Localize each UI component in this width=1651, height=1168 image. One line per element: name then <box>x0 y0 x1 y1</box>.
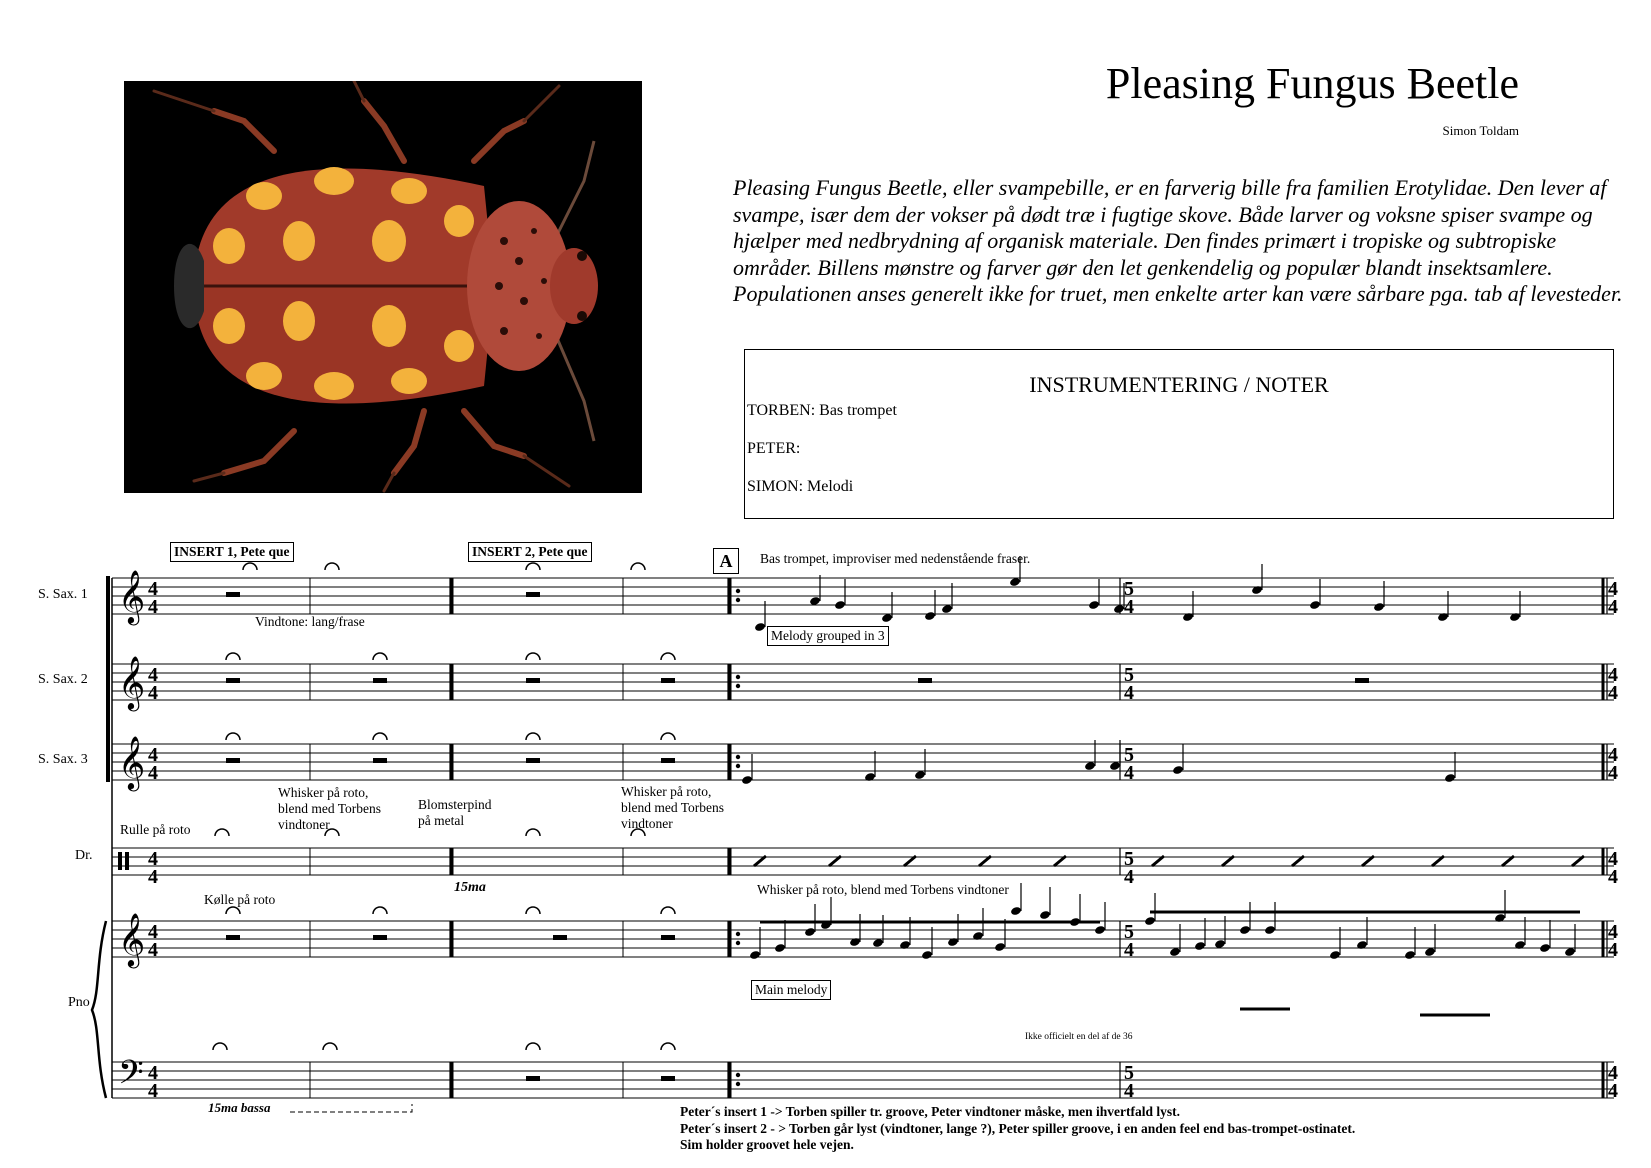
whole-rest <box>226 758 240 763</box>
ottava-15ma-bassa: 15ma bassa <box>208 1100 271 1115</box>
time-signature-4-4: 4 <box>148 848 158 870</box>
time-signature-4-4: 4 <box>148 939 158 961</box>
annotation-ikke-officielt: Ikke officielt en del af de 36 <box>1025 1032 1133 1042</box>
whole-rest <box>373 935 387 940</box>
repeat-dot <box>736 589 740 593</box>
annotation-kolle: Kølle på roto <box>204 892 276 907</box>
barlines <box>92 576 1607 1098</box>
fermata <box>226 733 240 740</box>
annotation-whisker-2: Whisker på roto, blend med Torbens vindtoner <box>621 784 725 831</box>
notehead <box>1182 612 1194 622</box>
annotation-vindtone: Vindtone: lang/frase <box>255 614 365 629</box>
time-signature-5-4: 4 <box>1124 682 1134 704</box>
time-signature-4-4: 4 <box>148 762 158 784</box>
notehead <box>1039 910 1051 920</box>
whole-rest <box>661 935 675 940</box>
repeat-dot <box>736 941 740 945</box>
time-signature-4-4: 4 <box>1608 596 1618 618</box>
rehearsal-mark-a: A <box>713 548 739 574</box>
repeat-dot <box>736 598 740 602</box>
notehead <box>1172 765 1184 775</box>
time-signature-5-4: 4 <box>1124 939 1134 961</box>
repeat-dot <box>736 1082 740 1086</box>
notehead <box>1494 913 1506 923</box>
annotation-rulle: Rulle på roto <box>120 822 191 837</box>
insert-1-box: INSERT 1, Pete que <box>170 542 294 562</box>
whole-rest <box>526 678 540 683</box>
insert-2-box: INSERT 2, Pete que <box>468 542 592 562</box>
fermata <box>661 733 675 740</box>
ottava-bracket <box>290 1104 412 1112</box>
fermata <box>661 1043 675 1050</box>
piece-description: Pleasing Fungus Beetle, eller svampebille, er en farverig bille fra familien Erotylidae. Den lever af svampe, især dem der vokser på dødt træ i fugtige skove. Både larver og voksne spiser svampe og hjælper med nedbrydning af organisk materiale. Den findes primært i tropiske og subtropiske områder. Billens mønstre og farver gør den let genkendelig og populær blandt insektsamlere. Populationen anses generelt ikke for truet, men enkelte arter kan være sårbare pga. tab af levesteder. <box>733 175 1623 306</box>
repeat-dot <box>736 675 740 679</box>
time-signature-4-4: 4 <box>148 866 158 888</box>
repeat-dot <box>736 764 740 768</box>
notehead <box>899 940 911 950</box>
fermata <box>661 653 675 660</box>
repeat-dot <box>736 755 740 759</box>
staff-label-sax2: S. Sax. 2 <box>38 672 88 687</box>
notehead <box>1010 906 1022 916</box>
fermata <box>373 733 387 740</box>
notehead <box>1373 602 1385 612</box>
time-signature-5-4: 5 <box>1124 744 1134 766</box>
notehead <box>749 950 761 960</box>
time-signature-4-4: 4 <box>148 596 158 618</box>
staff-lines <box>112 578 1614 1098</box>
fermata <box>226 653 240 660</box>
instrumentation-title: INSTRUMENTERING / NOTER <box>1029 372 1329 397</box>
piano-brace <box>92 921 106 1098</box>
time-signature-4-4: 4 <box>148 921 158 943</box>
whole-rest <box>373 678 387 683</box>
fermata <box>526 829 540 836</box>
notehead <box>754 622 766 632</box>
time-signature-4-4: 4 <box>1608 866 1618 888</box>
footnote-3: Sim holder groovet hele vejen. <box>680 1137 854 1152</box>
repeat-dot <box>736 684 740 688</box>
time-signature-4-4: 4 <box>1608 1080 1618 1102</box>
whole-rest <box>661 758 675 763</box>
notehead <box>924 611 936 621</box>
notehead <box>834 600 846 610</box>
time-signature-4-4: 4 <box>148 1080 158 1102</box>
fermata <box>526 907 540 914</box>
annotation-blomsterpind: Blomsterpind på metal <box>418 797 492 828</box>
treble-clef: 𝄞 <box>118 571 146 622</box>
treble-clef: 𝄞 <box>118 657 146 708</box>
notehead <box>1264 925 1276 935</box>
whole-rest <box>553 935 567 940</box>
fermata <box>631 563 645 570</box>
notehead <box>994 942 1006 952</box>
annotation-whisker-3: Whisker på roto, blend med Torbens vindtoner <box>757 882 1009 897</box>
notehead <box>849 937 861 947</box>
notehead <box>1437 612 1449 622</box>
fermata <box>325 563 339 570</box>
footnote-2: Peter´s insert 2 - > Torben går lyst (vindtoner, lange ?), Peter spiller groove, i en anden feel end bas-trompet-ostinatet. <box>680 1120 1356 1136</box>
piece-title: Pleasing Fungus Beetle <box>1105 59 1519 108</box>
whole-rest <box>226 678 240 683</box>
annotation-whisker-1: Whisker på roto, blend med Torbens vindtoner <box>278 785 382 832</box>
time-signature-4-4: 4 <box>1608 762 1618 784</box>
time-signature-5-4: 5 <box>1124 1062 1134 1084</box>
notehead <box>864 772 876 782</box>
fermata <box>323 1043 337 1050</box>
treble-clef: 𝄞 <box>118 737 146 788</box>
time-signature-4-4: 4 <box>1608 939 1618 961</box>
staff-label-sax3: S. Sax. 3 <box>38 752 88 767</box>
whole-rest <box>918 678 932 683</box>
time-signature-4-4: 4 <box>1608 921 1618 943</box>
notehead <box>1144 916 1156 926</box>
notehead <box>1094 925 1106 935</box>
notehead <box>1356 940 1368 950</box>
notehead <box>1251 585 1263 595</box>
time-signature-4-4: 4 <box>148 682 158 704</box>
time-signature-5-4: 4 <box>1124 762 1134 784</box>
notehead <box>741 775 753 785</box>
notehead <box>1309 600 1321 610</box>
fermata <box>213 1043 227 1050</box>
notehead <box>1509 612 1521 622</box>
time-signature-5-4: 5 <box>1124 578 1134 600</box>
ottava-15ma: 15ma <box>454 880 486 895</box>
time-signature-5-4: 5 <box>1124 848 1134 870</box>
notehead <box>1539 943 1551 953</box>
notehead <box>921 950 933 960</box>
fermata <box>373 653 387 660</box>
time-signature-5-4: 4 <box>1124 596 1134 618</box>
time-signature-4-4: 4 <box>148 1062 158 1084</box>
footnote-1: Peter´s insert 1 -> Torben spiller tr. groove, Peter vindtoner måske, men ihvertfald lyst. <box>680 1104 1181 1119</box>
time-signature-4-4: 4 <box>1608 848 1618 870</box>
annotation-bas-trompet: Bas trompet, improviser med nedenstående fraser. <box>760 551 1031 566</box>
whole-rest <box>373 758 387 763</box>
notehead <box>1329 950 1341 960</box>
fermata <box>661 907 675 914</box>
repeat-dot <box>736 932 740 936</box>
time-signature-5-4: 4 <box>1124 1080 1134 1102</box>
whole-rest <box>661 1076 675 1081</box>
whole-rest <box>526 1076 540 1081</box>
fermata <box>526 653 540 660</box>
notehead <box>1194 941 1206 951</box>
percussion-clef <box>125 852 129 870</box>
whole-rest <box>526 592 540 597</box>
whole-rest <box>226 935 240 940</box>
time-signature-4-4: 4 <box>148 664 158 686</box>
fermata <box>243 563 257 570</box>
time-signature-4-4: 4 <box>1608 744 1618 766</box>
composer-name: Simon Toldam <box>1442 123 1519 138</box>
instrumentation-line-simon: SIMON: Melodi <box>747 478 854 495</box>
fermata <box>373 907 387 914</box>
time-signature-4-4: 4 <box>1608 1062 1618 1084</box>
time-signature-5-4: 5 <box>1124 921 1134 943</box>
notehead <box>1088 600 1100 610</box>
percussion-clef <box>118 852 122 870</box>
treble-clef: 𝄞 <box>118 914 146 965</box>
fermata <box>526 563 540 570</box>
notehead <box>972 931 984 941</box>
notehead <box>1239 925 1251 935</box>
instrumentation-line-peter: PETER: <box>747 440 801 457</box>
whole-rest <box>526 758 540 763</box>
staff-label-drums: Dr. <box>75 848 93 863</box>
notehead <box>1514 940 1526 950</box>
staff-label-sax1: S. Sax. 1 <box>38 587 88 602</box>
fermata <box>226 907 240 914</box>
notehead <box>1444 773 1456 783</box>
time-signature-4-4: 4 <box>1608 682 1618 704</box>
staff-label-piano: Pno <box>68 995 90 1010</box>
fermata <box>526 1043 540 1050</box>
time-signature-5-4: 5 <box>1124 664 1134 686</box>
whole-rest <box>661 678 675 683</box>
bass-clef: 𝄢 <box>118 1054 144 1099</box>
notehead <box>774 943 786 953</box>
instrumentation-line-torben: TORBEN: Bas trompet <box>747 402 897 419</box>
annotation-main-melody: Main melody <box>751 980 831 1000</box>
time-signature-5-4: 4 <box>1124 866 1134 888</box>
notehead <box>947 937 959 947</box>
notehead <box>1404 950 1416 960</box>
time-signature-4-4: 4 <box>1608 578 1618 600</box>
annotation-melody-grouped: Melody grouped in 3 <box>767 626 889 646</box>
repeat-dot <box>736 1073 740 1077</box>
time-signature-4-4: 4 <box>148 578 158 600</box>
footnotes <box>680 1104 1355 1154</box>
whole-rest <box>1355 678 1369 683</box>
notehead <box>804 927 816 937</box>
fermata <box>215 829 229 836</box>
whole-rest <box>226 592 240 597</box>
time-signature-4-4: 4 <box>148 744 158 766</box>
time-signature-4-4: 4 <box>1608 664 1618 686</box>
fermata <box>526 733 540 740</box>
